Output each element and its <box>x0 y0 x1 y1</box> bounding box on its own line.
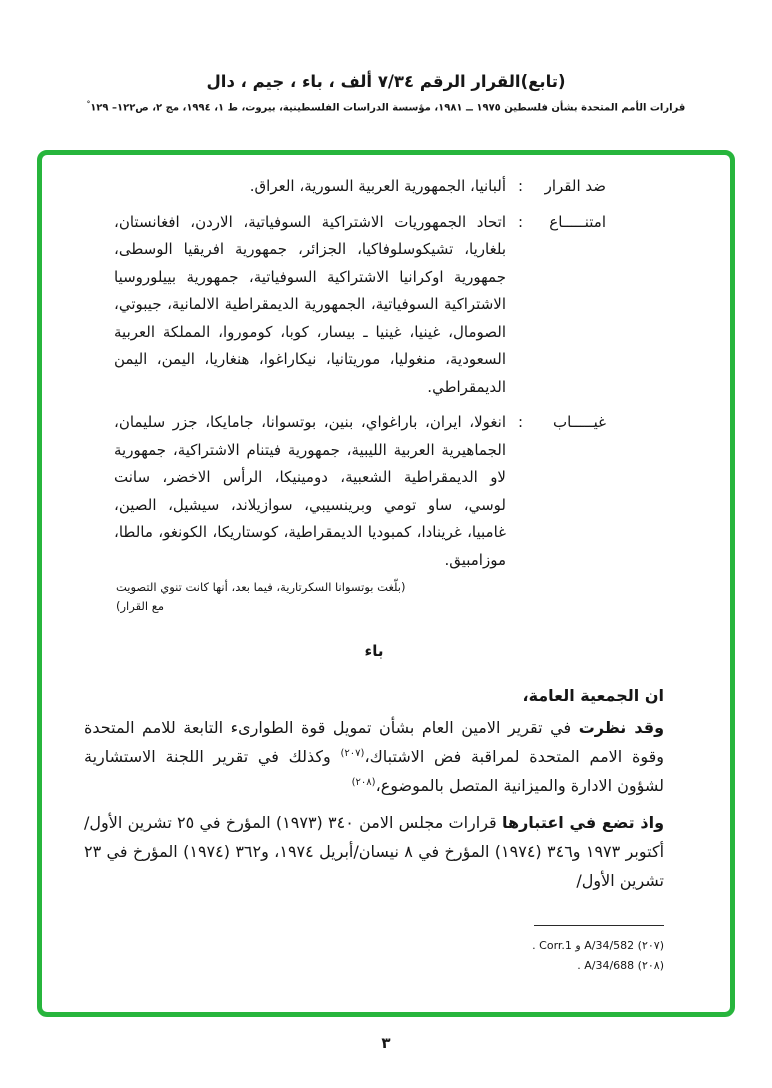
paragraph-text: في تقرير الامين العام بشأن تمويل قوة الطوارىء التابعة للامم المتحدة وقوة الامم المتحدة لمراقبة فض الاشتباك، <box>84 718 665 766</box>
paragraph-text: قرارات مجلس الامن ٣٤٠ (١٩٧٣) المؤرخ في ٢٥ تشرين الأول/أكتوبر ١٩٧٣ و٣٤٦ (١٩٧٤) المؤرخ في ٨ نيسان/أبريل ١٩٧٤، و٣٦٢ (١٩٧٤) المؤرخ في ٢٣ تشرين الأول/ <box>84 813 665 890</box>
source-citation-text: قرارات الأمم المتحدة بشأن فلسطين ١٩٧٥ ــ ١٩٨١، مؤسسة الدراسات الفلسطينية، بيروت، ط ١، ١٩٩٤، مج ٢، ص١٢٢– ١٢٩ <box>90 102 686 114</box>
vote-label-colon: : <box>518 177 524 195</box>
vote-label-colon: : <box>518 413 524 431</box>
footnote-208 <box>84 956 664 976</box>
page-header <box>0 72 772 113</box>
footnote-text: A/34/688 . <box>577 959 635 972</box>
vote-label-text: امتنـــــاع <box>549 212 606 231</box>
vote-countries-absent <box>114 409 506 616</box>
paragraph-lead: واذ تضع في اعتبارها <box>501 813 665 832</box>
resolution-title: (تابع)القرار الرقم ٧/٣٤ ألف ، باء ، جيم ، دال <box>206 72 566 91</box>
resolution-opening-line: ان الجمعية العامة، <box>522 686 664 705</box>
vote-row-abstaining <box>114 209 606 402</box>
footnote-207 <box>84 936 664 956</box>
vote-countries-text: انغولا، ايران، باراغواي، بنين، بوتسوانا، جامايكا، جزر سليمان، الجماهيرية العربية الليبية، جمهورية فيتنام الاشتراكية، جمهورية لاو الديمقراطية الشعبية، دومينيكا، الرأس الاخضر، سانت لوسي، ساو تومي وبرينسيبي، سوازيلاند، سيشيل، الصين، غامبيا، غرينادا، كمبوديا الديمقراطية، كوستاريكا، الكونغو، مالطا، موزامبيق. <box>114 413 506 569</box>
footnote-ref: (٢٠٨) <box>637 959 664 972</box>
source-footnote-marker: ° <box>86 100 91 108</box>
footnote-reference-207: (٢٠٧) <box>340 748 365 759</box>
vote-countries-abstaining: اتحاد الجمهوريات الاشتراكية السوفياتية، الاردن، افغانستان، بلغاريا، تشيكوسلوفاكيا، الجزائر، جمهورية افريقيا الوسطى، جمهورية اوكرانيا الاشتراكية السوفياتية، جمهورية بييلوروسيا الاشتراكية السوفياتية، الجمهورية الديمقراطية الالمانية، جيبوتي، الصومال، غينيا، غينيا ـ بيسار، كوبا، كوموروا، المملكة العربية السعودية، منغوليا، موريتانيا، نيكاراغوا، هنغاريا، اليمن، اليمن الديمقراطي. <box>114 212 506 396</box>
footnote-ref: (٢٠٧) <box>637 939 664 952</box>
footnote-text: A/34/582 و Corr.1 . <box>532 939 635 952</box>
vote-label-abstaining <box>518 209 606 402</box>
footnote-reference-208: (٢٠٨) <box>351 777 376 788</box>
preamble-paragraph-2 <box>84 808 664 895</box>
vote-label-absent <box>518 409 606 616</box>
page-number: ٣ <box>381 1034 391 1052</box>
footnote-separator-rule <box>534 925 664 926</box>
paragraph-lead: وقد نظرت <box>578 718 665 737</box>
paragraph-text: وكذلك في تقرير اللجنة الاستشارية لشؤون الادارة والميزانية المتصل بالموضوع، <box>84 747 664 795</box>
vote-label-colon: : <box>518 212 524 231</box>
vote-countries-against: ألبانيا، الجمهورية العربية السورية، العراق. <box>249 177 506 195</box>
botswana-vote-note: (بلّغت بوتسوانا السكرتارية، فيما بعد، أنها كانت تنوي التصويت مع القرار) <box>116 580 406 613</box>
section-letter: باء <box>364 642 384 660</box>
vote-label-text: غيـــــاب <box>552 413 606 431</box>
vote-label-against <box>518 173 606 201</box>
source-citation-line <box>0 100 772 113</box>
vote-row-absent <box>114 409 606 616</box>
vote-label-text: ضد القرار <box>544 177 606 195</box>
preamble-paragraph-1 <box>84 713 664 800</box>
vote-row-against <box>114 173 606 201</box>
footnotes-block <box>84 925 664 976</box>
highlighted-document-region <box>37 150 735 1017</box>
vote-results <box>114 173 606 616</box>
